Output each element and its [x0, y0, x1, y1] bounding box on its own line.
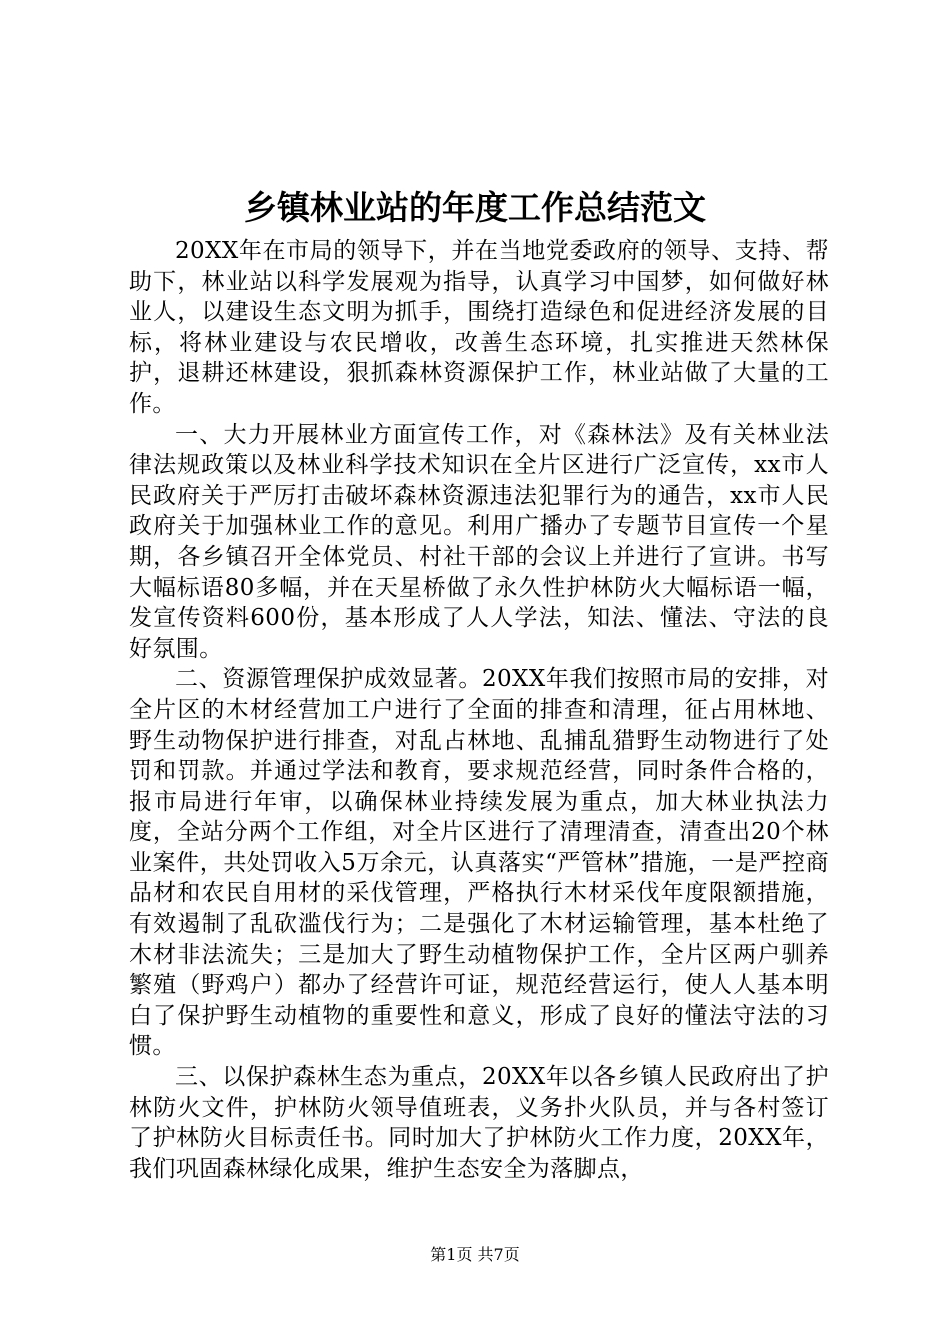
document-body	[129, 236, 829, 1184]
section-2-paragraph: 二、资源管理保护成效显著。20XX年我们按照市局的安排，对全片区的木材经营加工户进行了全面的排查和清理，征占用林地、野生动物保护进行排查，对乱占林地、乱捕乱猎野生动物进行了处罚和罚款。并通过学法和教育，要求规范经营，同时条件合格的，报市局进行年审，以确保林业持续发展为重点，加大林业执法力度，全站分两个工作组，对全片区进行了清理清查，清查出20个林业案件，共处罚收入5万余元，认真落实“严管林”措施，一是严控商品材和农民自用材的采伐管理，严格执行木材采伐年度限额措施，有效遏制了乱砍滥伐行为；二是强化了木材运输管理，基本杜绝了木材非法流失；三是加大了野生动植物保护工作，全片区两户驯养繁殖（野鸡户）都办了经营许可证，规范经营运行，使人人基本明白了保护野生动植物的重要性和意义，形成了良好的懂法守法的习惯。	[129, 666, 829, 1060]
intro-paragraph: 20XX年在市局的领导下，并在当地党委政府的领导、支持、帮助下，林业站以科学发展观为指导，认真学习中国梦，如何做好林业人，以建设生态文明为抓手，围绕打造绿色和促进经济发展的目标，将林业建设与农民增收，改善生态环境，扎实推进天然林保护，退耕还林建设，狠抓森林资源保护工作，林业站做了大量的工作。	[129, 238, 829, 417]
section-3-paragraph: 三、以保护森林生态为重点，20XX年以各乡镇人民政府出了护林防火文件，护林防火领导值班表，义务扑火队员，并与各村签订了护林防火目标责任书。同时加大了护林防火工作力度，20XX年，我们巩固森林绿化成果，维护生态安全为落脚点，	[129, 1064, 829, 1182]
document-title: 乡镇林业站的年度工作总结范文	[244, 188, 706, 227]
page-footer: 第1页 共7页	[430, 1245, 520, 1264]
section-1-paragraph: 一、大力开展林业方面宣传工作，对《森林法》及有关林业法律法规政策以及林业科学技术知识在全片区进行广泛宣传，xx市人民政府关于严厉打击破坏森林资源违法犯罪行为的通告，xx市人民政府关于加强林业工作的意见。利用广播办了专题节目宣传一个星期，各乡镇召开全体党员、村社干部的会议上并进行了宣讲。书写大幅标语80多幅，并在天星桥做了永久性护林防火大幅标语一幅，发宣传资料600份，基本形成了人人学法，知法、懂法、守法的良好氛围。	[129, 421, 829, 662]
